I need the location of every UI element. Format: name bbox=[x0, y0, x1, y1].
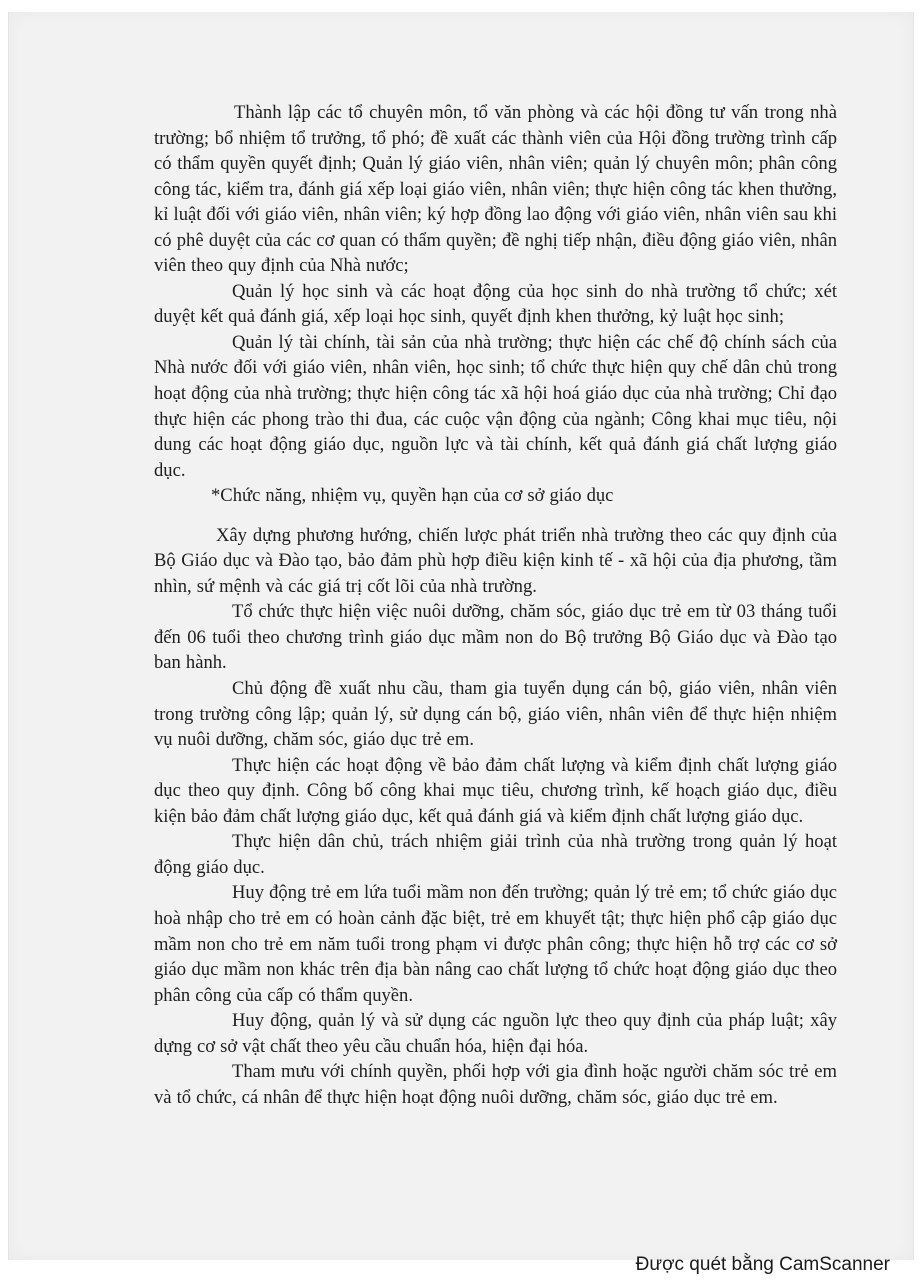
paragraph-development-strategy: Xây dựng phương hướng, chiến lược phát triển nhà trường theo các quy định của Bộ Giáo dục và Đào tạo, bảo đảm phù hợp điều kiện kinh tế - xã hội của địa phương, tầm nhìn, sứ mệnh và các giá trị cốt lõi của nhà trường. bbox=[154, 524, 837, 597]
document-body bbox=[154, 100, 837, 1110]
paragraph-childcare: Tổ chức thực hiện việc nuôi dưỡng, chăm sóc, giáo dục trẻ em từ 03 tháng tuổi đến 06 tuổi theo chương trình giáo dục mầm non do Bộ trưởng Bộ Giáo dục và Đào tạo ban hành. bbox=[154, 601, 837, 674]
paragraph-student-management: Quản lý học sinh và các hoạt động của học sinh do nhà trường tổ chức; xét duyệt kết quả đánh giá, xếp loại học sinh, quyết định khen thưởng, kỷ luật học sinh; bbox=[154, 280, 837, 328]
paragraph-enrollment: Huy động trẻ em lứa tuổi mầm non đến trường; quản lý trẻ em; tổ chức giáo dục hoà nhập cho trẻ em có hoàn cảnh đặc biệt, trẻ em khuyết tật; thực hiện phổ cập giáo dục mầm non cho trẻ em năm tuổi trong phạm vi được phân công; thực hiện hỗ trợ các cơ sở giáo dục mầm non khác trên địa bàn nâng cao chất lượng tổ chức hoạt động giáo dục theo phân công của cấp có thẩm quyền. bbox=[154, 882, 837, 1006]
paragraph-quality-assurance: Thực hiện các hoạt động về bảo đảm chất lượng và kiểm định chất lượng giáo dục theo quy định. Công bố công khai mục tiêu, chương trình, kế hoạch giáo dục, điều kiện bảo đảm chất lượng giáo dục, kết quả đánh giá và kiểm định chất lượng giáo dục. bbox=[154, 754, 837, 827]
paragraph-recruitment: Chủ động đề xuất nhu cầu, tham gia tuyển dụng cán bộ, giáo viên, nhân viên trong trường công lập; quản lý, sử dụng cán bộ, giáo viên, nhân viên để thực hiện nhiệm vụ nuôi dưỡng, chăm sóc, giáo dục trẻ em. bbox=[154, 678, 837, 751]
paragraph-staff-management: Thành lập các tổ chuyên môn, tổ văn phòng và các hội đồng tư vấn trong nhà trường; bổ nhiệm tổ trưởng, tổ phó; đề xuất các thành viên của Hội đồng trường trình cấp có thẩm quyền quyết định; Quản lý giáo viên, nhân viên; quản lý chuyên môn; phân công công tác, kiểm tra, đánh giá xếp loại giáo viên, nhân viên; thực hiện công tác khen thưởng, kỉ luật đối với giáo viên, nhân viên; ký hợp đồng lao động với giáo viên, nhân viên sau khi có phê duyệt của các cơ quan có thẩm quyền; đề nghị tiếp nhận, điều động giáo viên, nhân viên theo quy định của Nhà nước; bbox=[154, 102, 837, 277]
paragraph-coordination: Tham mưu với chính quyền, phối hợp với gia đình hoặc người chăm sóc trẻ em và tổ chức, cá nhân để thực hiện hoạt động nuôi dưỡng, chăm sóc, giáo dục trẻ em. bbox=[154, 1061, 837, 1108]
paragraph-democracy: Thực hiện dân chủ, trách nhiệm giải trình của nhà trường trong quản lý hoạt động giáo dục. bbox=[154, 831, 837, 878]
section-heading-functions: *Chức năng, nhiệm vụ, quyền hạn của cơ sở giáo dục bbox=[211, 485, 614, 507]
paragraph-resources: Huy động, quản lý và sử dụng các nguồn lực theo quy định của pháp luật; xây dựng cơ sở vật chất theo yêu cầu chuẩn hóa, hiện đại hóa. bbox=[154, 1010, 837, 1057]
scanned-page bbox=[8, 12, 914, 1260]
paragraph-finance-management: Quản lý tài chính, tài sản của nhà trường; thực hiện các chế độ chính sách của Nhà nước đối với giáo viên, nhân viên, học sinh; tổ chức thực hiện quy chế dân chủ trong hoạt động của nhà trường; thực hiện công tác xã hội hoá giáo dục của nhà trường; Chỉ đạo thực hiện các phong trào thi đua, các cuộc vận động của ngành; Công khai mục tiêu, nội dung các hoạt động giáo dục, nguồn lực và tài chính, kết quả đánh giá chất lượng giáo dục. bbox=[154, 331, 837, 481]
camscanner-watermark: Được quét bằng CamScanner bbox=[635, 1254, 890, 1275]
